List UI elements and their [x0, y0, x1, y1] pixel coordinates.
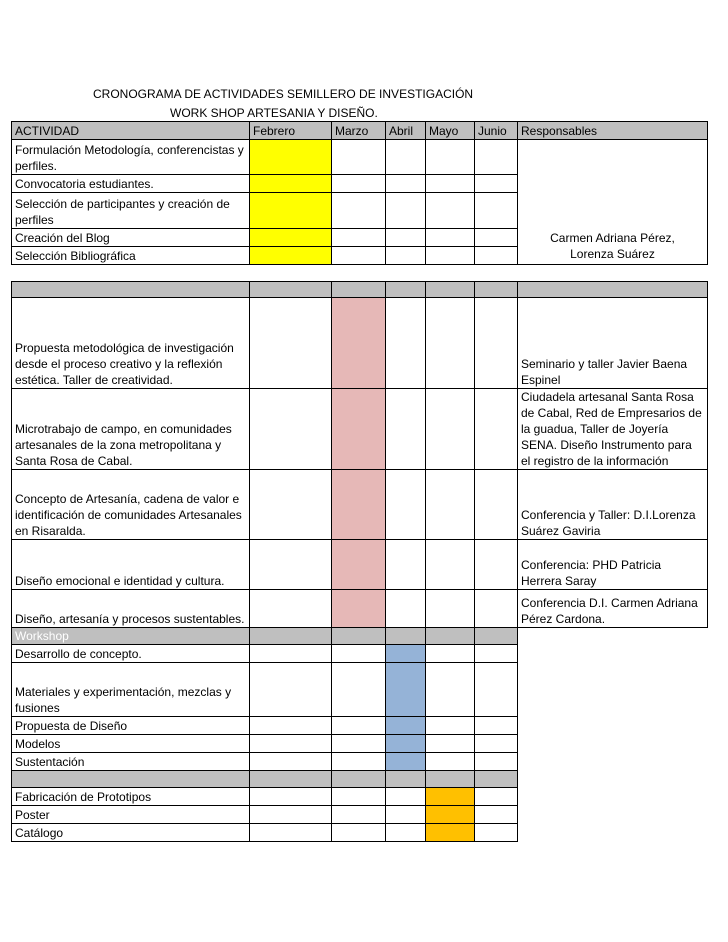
- table-row: [12, 717, 708, 735]
- table-row: [12, 645, 708, 663]
- responsables-cell: Ciudadela artesanal Santa Rosa de Cabal, Red de Empresarios de la guadua, Taller de Joyería SENA. Diseño Instrumento para el registro de la información: [518, 389, 708, 470]
- separator-row: [12, 282, 708, 298]
- responsables-cell: Seminario y taller Javier Baena Espinel: [518, 298, 708, 389]
- table-row: [12, 788, 708, 806]
- activity-cell: Modelos: [12, 735, 250, 753]
- table-row: [12, 806, 708, 824]
- activity-cell: Formulación Metodología, conferencistas y perfiles.: [12, 140, 250, 175]
- table-row: [12, 540, 708, 590]
- table-row: [12, 663, 708, 717]
- table-row: [12, 389, 708, 470]
- table-row: [12, 140, 708, 175]
- schedule-table: [11, 121, 708, 842]
- responsables-cell: Conferencia D.I. Carmen Adriana Pérez Cardona.: [518, 590, 708, 628]
- month-cell-marzo: [332, 389, 386, 470]
- activity-cell: Selección de participantes y creación de perfiles: [12, 193, 250, 229]
- header-actividad: ACTIVIDAD: [12, 122, 250, 140]
- activity-cell: Diseño emocional e identidad y cultura.: [12, 540, 250, 590]
- activity-cell: Poster: [12, 806, 250, 824]
- month-cell-marzo: [332, 298, 386, 389]
- activity-cell: Creación del Blog: [12, 229, 250, 247]
- month-cell-febrero: [250, 175, 332, 193]
- header-mayo: Mayo: [426, 122, 475, 140]
- month-cell-febrero: [250, 247, 332, 265]
- table-row: [12, 298, 708, 389]
- activity-cell: Concepto de Artesanía, cadena de valor e identificación de comunidades Artesanales en Risaralda.: [12, 470, 250, 540]
- header-junio: Junio: [475, 122, 518, 140]
- month-cell-abril: [386, 717, 426, 735]
- activity-cell: Diseño, artesanía y procesos sustentables.: [12, 590, 250, 628]
- month-cell-marzo: [332, 540, 386, 590]
- month-cell-marzo: [332, 470, 386, 540]
- spacer-row: [12, 265, 708, 282]
- activity-cell: Convocatoria estudiantes.: [12, 175, 250, 193]
- month-cell-abril: [386, 645, 426, 663]
- responsables-cell: Conferencia: PHD Patricia Herrera Saray: [518, 540, 708, 590]
- month-cell-marzo: [332, 590, 386, 628]
- activity-cell: Selección Bibliográfica: [12, 247, 250, 265]
- month-cell-febrero: [250, 140, 332, 175]
- header-febrero: Febrero: [250, 122, 332, 140]
- responsables-text: Carmen Adriana Pérez, Lorenza Suárez: [550, 231, 675, 261]
- month-cell-abril: [386, 735, 426, 753]
- month-cell-febrero: [250, 229, 332, 247]
- month-cell-mayo: [426, 788, 475, 806]
- table-row: [12, 753, 708, 771]
- month-cell-febrero: [250, 193, 332, 229]
- activity-cell: Propuesta de Diseño: [12, 717, 250, 735]
- document-subtitle: WORK SHOP ARTESANIA Y DISEÑO.: [170, 106, 378, 120]
- header-abril: Abril: [386, 122, 426, 140]
- activity-cell: Propuesta metodológica de investigación desde el proceso creativo y la reflexión estética. Taller de creatividad.: [12, 298, 250, 389]
- month-cell-mayo: [426, 824, 475, 842]
- responsables-cell: Conferencia y Taller: D.I.Lorenza Suárez Gaviria: [518, 470, 708, 540]
- workshop-row: [12, 628, 708, 645]
- document-title: CRONOGRAMA DE ACTIVIDADES SEMILLERO DE INVESTIGACIÓN: [93, 87, 474, 101]
- activity-cell: Materiales y experimentación, mezclas y fusiones: [12, 663, 250, 717]
- table-row: [12, 824, 708, 842]
- month-cell-abril: [386, 753, 426, 771]
- activity-cell: Microtrabajo de campo, en comunidades artesanales de la zona metropolitana y Santa Rosa de Cabal.: [12, 389, 250, 470]
- workshop-label: Workshop: [12, 628, 250, 645]
- month-cell-mayo: [426, 806, 475, 824]
- activity-cell: Catálogo: [12, 824, 250, 842]
- activity-cell: Fabricación de Prototipos: [12, 788, 250, 806]
- activity-cell: Sustentación: [12, 753, 250, 771]
- separator-row: [12, 771, 708, 788]
- header-responsables: Responsables: [518, 122, 708, 140]
- table-row: [12, 590, 708, 628]
- table-row: [12, 735, 708, 753]
- header-marzo: Marzo: [332, 122, 386, 140]
- month-cell-abril: [386, 663, 426, 717]
- responsables-cell: [518, 140, 708, 265]
- header-row: [12, 122, 708, 140]
- activity-cell: Desarrollo de concepto.: [12, 645, 250, 663]
- table-row: [12, 470, 708, 540]
